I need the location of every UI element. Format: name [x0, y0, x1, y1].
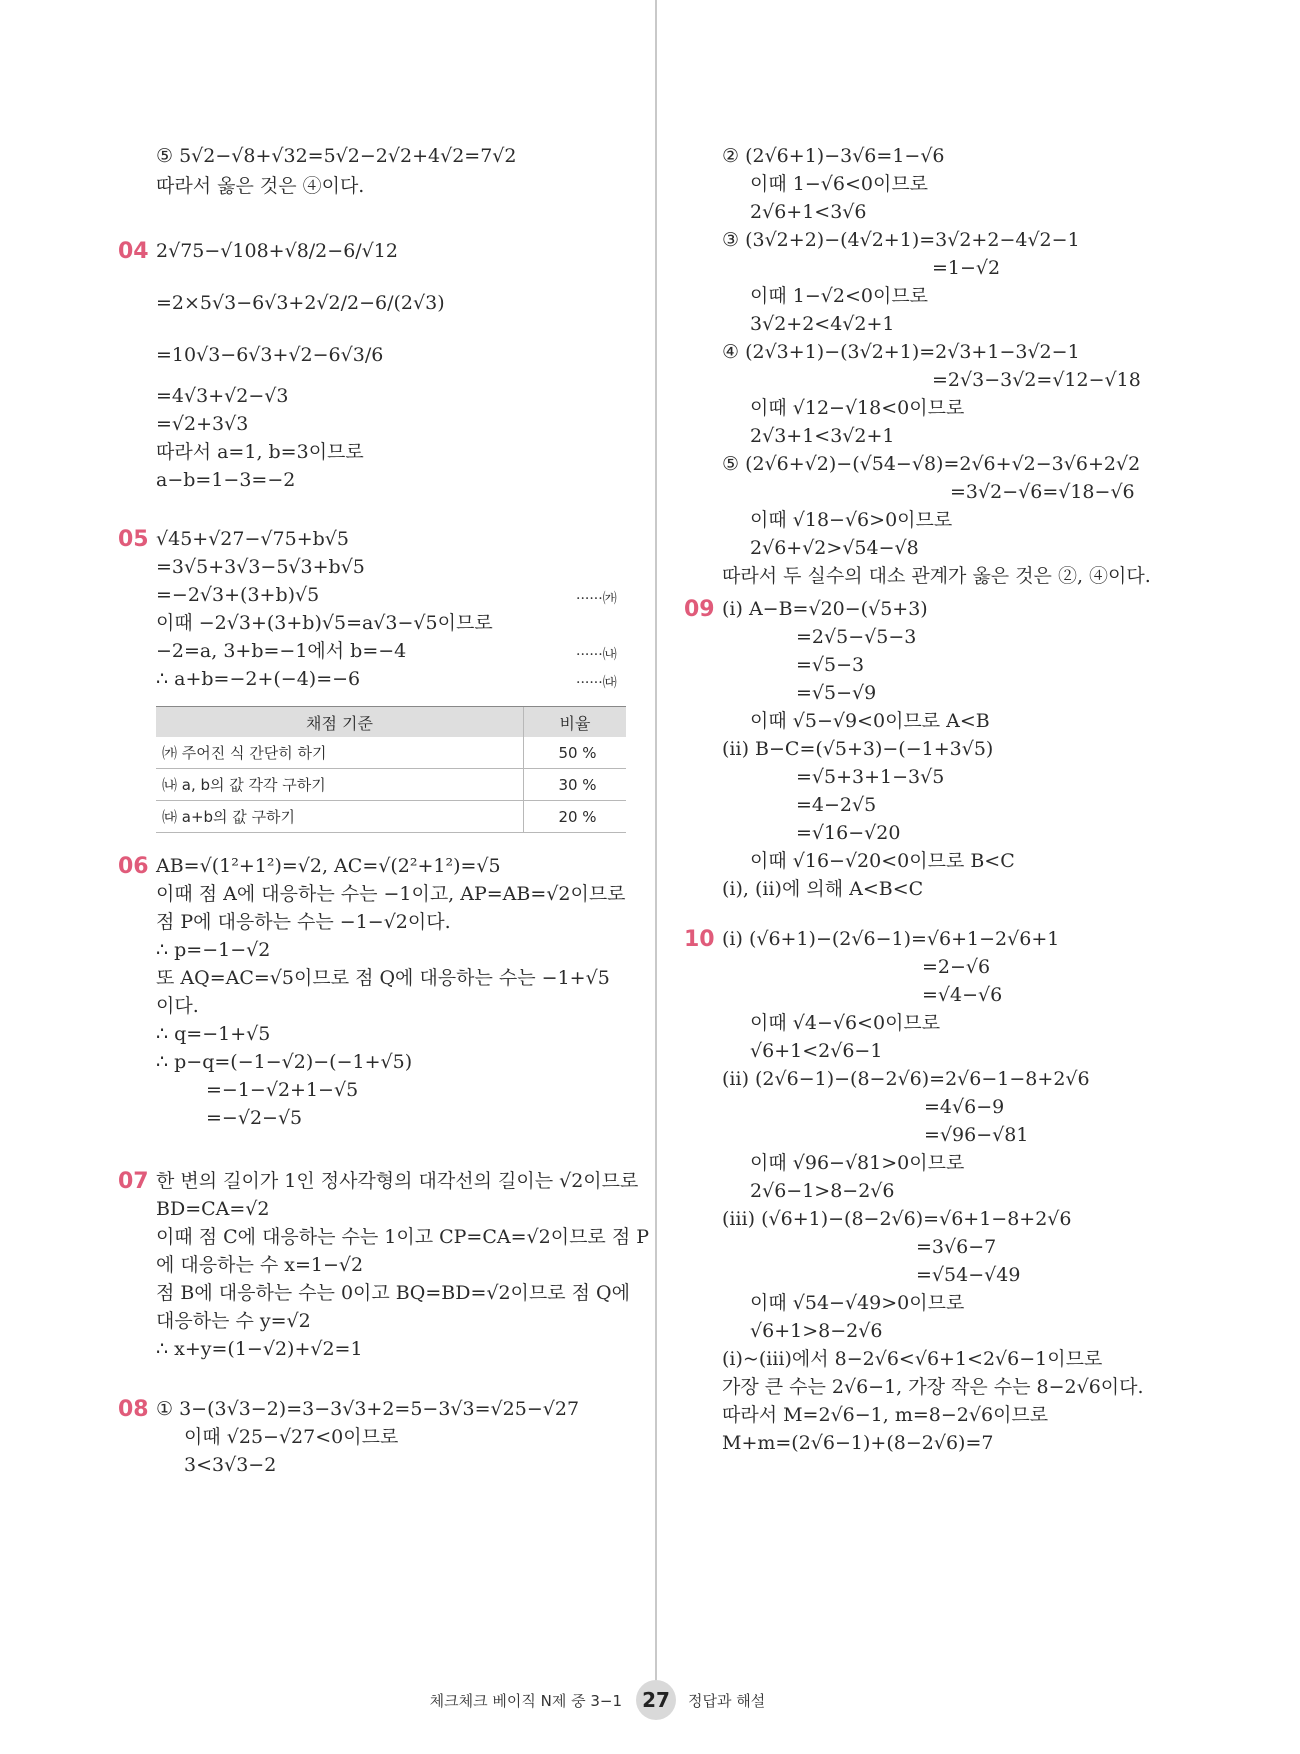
text-line: 따라서 a=1, b=3이므로	[156, 441, 364, 463]
problem-number: 09	[684, 597, 715, 622]
text-line: 점 P에 대응하는 수는 −1−√2이다.	[156, 911, 451, 933]
table-cell: 50 %	[524, 737, 627, 769]
text-line: =√5−3	[796, 654, 865, 676]
problem-number: 08	[118, 1397, 149, 1422]
text-line: 이때 √96−√81>0이므로	[750, 1152, 965, 1174]
table-row	[156, 801, 626, 833]
text-line: 이때 √54−√49>0이므로	[750, 1292, 965, 1314]
text-line: =3√2−√6=√18−√6	[950, 481, 1135, 503]
text-line: =√5+3+1−3√5	[796, 766, 945, 788]
text-line: =√16−√20	[796, 822, 901, 844]
text-line: (ⅰ)~(ⅲ)에서 8−2√6<√6+1<2√6−1이므로	[722, 1348, 1103, 1370]
table-cell: ㈏ a, b의 값 각각 구하기	[156, 769, 524, 801]
text-line: ⑤ (2√6+√2)−(√54−√8)=2√6+√2−3√6+2√2	[722, 453, 1141, 475]
text-line: ② (2√6+1)−3√6=1−√6	[722, 145, 945, 167]
scoring-table	[156, 706, 626, 833]
text-line: 에 대응하는 수 x=1−√2	[156, 1254, 364, 1276]
page-footer	[0, 1680, 1300, 1720]
text-line: =−2√3+(3+b)√5	[156, 584, 320, 606]
problem-number: 04	[118, 239, 149, 264]
table-cell: ㈎ 주어진 식 간단히 하기	[156, 737, 524, 769]
text-line: 2√3+1<3√2+1	[750, 425, 895, 447]
text-line: =√4−√6	[922, 984, 1003, 1006]
text-line: =3√6−7	[916, 1236, 997, 1258]
text-line: 이때 점 A에 대응하는 수는 −1이고, AP=AB=√2이므로	[156, 883, 626, 905]
column-divider	[655, 0, 657, 1690]
text-line: −2=a, 3+b=−1에서 b=−4	[156, 640, 407, 662]
text-line: (ⅲ) (√6+1)−(8−2√6)=√6+1−8+2√6	[722, 1208, 1072, 1230]
text-line: 2√6+√2>√54−√8	[750, 537, 919, 559]
text-line: BD=CA=√2	[156, 1198, 270, 1220]
text-line: AB=√(1²+1²)=√2, AC=√(2²+1²)=√5	[156, 855, 501, 877]
text-line: 2√6−1>8−2√6	[750, 1180, 895, 1202]
text-line: 또 AQ=AC=√5이므로 점 Q에 대응하는 수는 −1+√5	[156, 967, 610, 989]
text-line: 이때 −2√3+(3+b)√5=a√3−√5이므로	[156, 612, 493, 634]
text-line: ∴ p−q=(−1−√2)−(−1+√5)	[156, 1051, 413, 1073]
text-line: 이때 1−√6<0이므로	[750, 173, 929, 195]
step-mark: ······㈎	[576, 591, 617, 607]
text-line: 2√75−√108+√8/2−6/√12	[156, 240, 398, 262]
text-line: ⑤ 5√2−√8+√32=5√2−2√2+4√2=7√2	[156, 145, 517, 167]
text-line: ∴ q=−1+√5	[156, 1023, 271, 1045]
table-header-criteria: 채점 기준	[156, 707, 524, 738]
table-cell: 20 %	[524, 801, 627, 833]
text-line: =1−√2	[932, 257, 1001, 279]
text-line: 이때 1−√2<0이므로	[750, 285, 929, 307]
text-line: ∴ p=−1−√2	[156, 939, 271, 961]
text-line: 이때 √16−√20<0이므로 B<C	[750, 850, 1015, 872]
text-line: √6+1<2√6−1	[750, 1040, 883, 1062]
section-title: 정답과 해설	[688, 1692, 766, 1710]
text-line: =4√3+√2−√3	[156, 385, 289, 407]
text-line: 3√2+2<4√2+1	[750, 313, 895, 335]
text-line: 한 변의 길이가 1인 정사각형의 대각선의 길이는 √2이므로	[156, 1170, 639, 1192]
text-line: =√5−√9	[796, 682, 877, 704]
text-line: =10√3−6√3+√2−6√3/6	[156, 344, 384, 366]
text-line: M+m=(2√6−1)+(8−2√6)=7	[722, 1432, 994, 1454]
text-line: =√2+3√3	[156, 413, 249, 435]
text-line: √45+√27−√75+b√5	[156, 528, 349, 550]
text-line: ∴ a+b=−2+(−4)=−6	[156, 668, 361, 690]
problem-number: 07	[118, 1169, 149, 1194]
text-line: (ⅱ) B−C=(√5+3)−(−1+3√5)	[722, 738, 994, 760]
text-line: 가장 큰 수는 2√6−1, 가장 작은 수는 8−2√6이다.	[722, 1376, 1144, 1398]
text-line: =4√6−9	[924, 1096, 1005, 1118]
text-line: (ⅱ) (2√6−1)−(8−2√6)=2√6−1−8+2√6	[722, 1068, 1090, 1090]
text-line: =2−√6	[922, 956, 991, 978]
text-line: (ⅰ) A−B=√20−(√5+3)	[722, 598, 928, 620]
text-line: 따라서 두 실수의 대소 관계가 옳은 것은 ②, ④이다.	[722, 565, 1151, 587]
text-line: 따라서 M=2√6−1, m=8−2√6이므로	[722, 1404, 1049, 1426]
text-line: 이때 √18−√6>0이므로	[750, 509, 953, 531]
text-line: 이때 √4−√6<0이므로	[750, 1012, 941, 1034]
text-line: ④ (2√3+1)−(3√2+1)=2√3+1−3√2−1	[722, 341, 1080, 363]
text-line: =√54−√49	[916, 1264, 1021, 1286]
text-line: (ⅰ), (ⅱ)에 의해 A<B<C	[722, 878, 924, 900]
text-line: =3√5+3√3−5√3+b√5	[156, 556, 365, 578]
text-line: 이때 √25−√27<0이므로	[184, 1426, 399, 1448]
text-line: ③ (3√2+2)−(4√2+1)=3√2+2−4√2−1	[722, 229, 1080, 251]
page-number: 27	[636, 1680, 676, 1720]
table-header-ratio: 비율	[524, 707, 627, 738]
text-line: 2√6+1<3√6	[750, 201, 867, 223]
text-line: 대응하는 수 y=√2	[156, 1310, 311, 1332]
text-line: ① 3−(3√3−2)=3−3√3+2=5−3√3=√25−√27	[156, 1398, 580, 1420]
text-line: 이때 √5−√9<0이므로 A<B	[750, 710, 990, 732]
text-line: =−1−√2+1−√5	[206, 1079, 359, 1101]
text-line: ∴ x+y=(1−√2)+√2=1	[156, 1338, 363, 1360]
text-line: =2√3−3√2=√12−√18	[932, 369, 1141, 391]
table-cell: 30 %	[524, 769, 627, 801]
step-mark: ······㈏	[576, 647, 617, 663]
text-line: 3<3√3−2	[184, 1454, 277, 1476]
text-line: 이때 점 C에 대응하는 수는 1이고 CP=CA=√2이므로 점 P	[156, 1226, 650, 1248]
step-mark: ······㈐	[576, 675, 617, 691]
text-line: 이다.	[156, 995, 199, 1017]
text-line: a−b=1−3=−2	[156, 469, 296, 491]
table-row	[156, 769, 626, 801]
problem-number: 06	[118, 854, 149, 879]
text-line: 점 B에 대응하는 수는 0이고 BQ=BD=√2이므로 점 Q에	[156, 1282, 630, 1304]
text-line: (ⅰ) (√6+1)−(2√6−1)=√6+1−2√6+1	[722, 928, 1060, 950]
text-line: =2√5−√5−3	[796, 626, 917, 648]
text-line: =4−2√5	[796, 794, 877, 816]
table-row	[156, 737, 626, 769]
text-line: 따라서 옳은 것은 ④이다.	[156, 175, 365, 197]
text-line: =√96−√81	[924, 1124, 1029, 1146]
problem-number: 10	[684, 927, 715, 952]
text-line: 이때 √12−√18<0이므로	[750, 397, 965, 419]
problem-number: 05	[118, 527, 149, 552]
text-line: =−√2−√5	[206, 1107, 303, 1129]
text-line: =2×5√3−6√3+2√2/2−6/(2√3)	[156, 292, 445, 314]
text-line: √6+1>8−2√6	[750, 1320, 883, 1342]
table-cell: ㈐ a+b의 값 구하기	[156, 801, 524, 833]
book-title: 체크체크 베이직 N제 중 3−1	[429, 1692, 622, 1710]
